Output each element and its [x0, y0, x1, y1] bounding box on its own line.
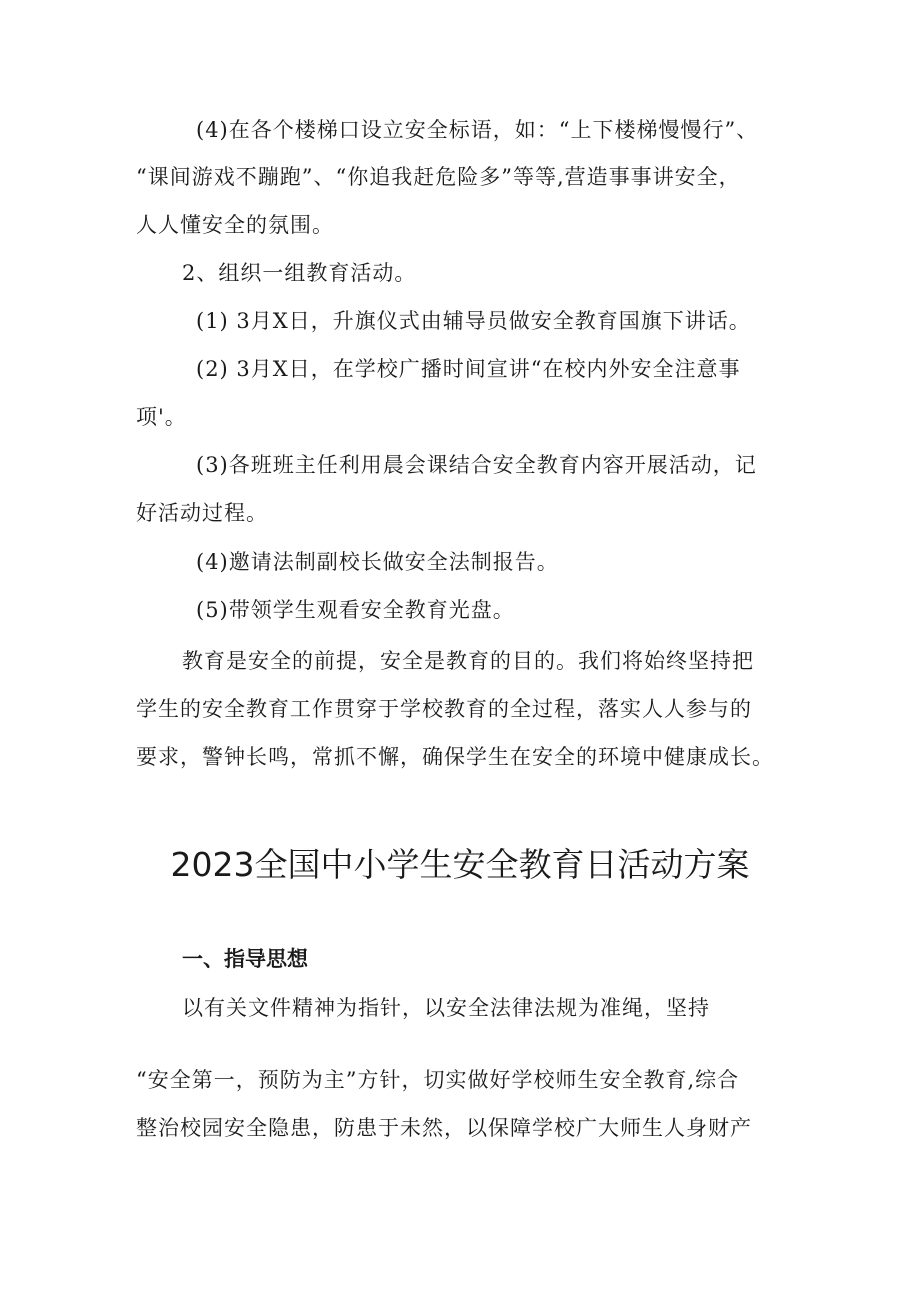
summary-line2: 学生的安全教育工作贯穿于学校教育的全过程，落实人人参与的 [136, 697, 752, 721]
activity-4: (4)邀请法制副校长做安全法制报告。 [196, 550, 559, 574]
paragraph-line1: 以有关文件精神为指针，以安全法律法规为准绳，坚持 [182, 996, 710, 1020]
summary-line3: 要求，警钟长鸣，常抓不懈，确保学生在安全的环境中健康成长。 [136, 745, 774, 769]
point2-heading: 2、组织一组教育活动。 [182, 261, 417, 285]
item4-line1: (4)在各个楼梯口设立安全标语，如：“上下楼梯慢慢行”、 [196, 118, 759, 142]
activity-3-line2: 好活动过程。 [136, 501, 268, 525]
activity-1: (1) 3月X日，升旗仪式由辅导员做安全教育国旗下讲话。 [196, 309, 751, 333]
document-title: 2023全国中小学生安全教育日活动方案 [170, 845, 750, 884]
section-heading-guiding-ideology: 一、指导思想 [182, 947, 308, 971]
activity-2-line1: (2) 3月X日，在学校广播时间宣讲“在校内外安全注意事 [196, 357, 741, 381]
activity-2-line2: 项'。 [136, 405, 187, 429]
activity-3-line1: (3)各班班主任利用晨会课结合安全教育内容开展活动，记 [196, 453, 757, 477]
item4-line3: 人人懂安全的氛围。 [136, 213, 334, 237]
paragraph-line3: 整治校园安全隐患，防患于未然，以保障学校广大师生人身财产 [136, 1116, 752, 1140]
activity-5: (5)带领学生观看安全教育光盘。 [196, 598, 515, 622]
summary-line1: 教育是安全的前提，安全是教育的目的。我们将始终坚持把 [182, 649, 754, 673]
paragraph-line2: “安全第一，预防为主”方针，切实做好学校师生安全教育,综合 [136, 1068, 740, 1092]
item4-line2: “课间游戏不蹦跑”、“你追我赶危险多”等等,营造事事讲安全， [136, 165, 741, 189]
